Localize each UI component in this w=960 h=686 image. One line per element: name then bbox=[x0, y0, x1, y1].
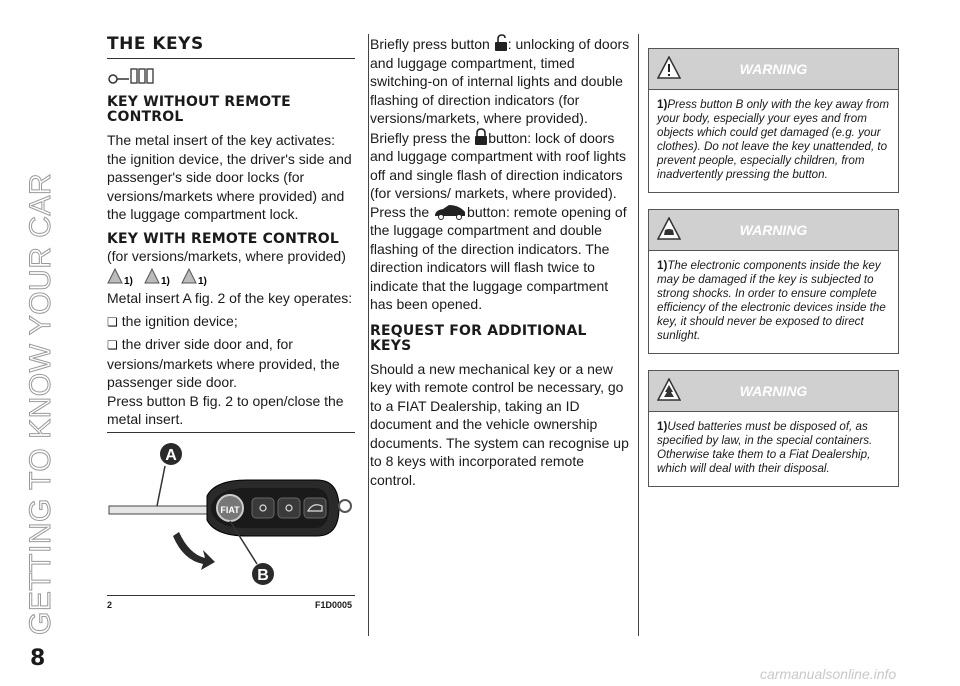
paragraph: Should a new mechanical key or a new key with remote control be necessary, go to a FIAT Dealership, taking an ID document and the vehicle ownership documents. The system can recognise up to 8 keys with incorporated remote control. bbox=[370, 360, 629, 488]
text: Press the bbox=[370, 203, 430, 220]
warning-text: Used batteries must be disposed of, as specified by law, in the special containers. Otherwise take them to a Fiat Dealership, which will deal with their disposal. bbox=[657, 420, 873, 475]
bullet-item: ❏ the ignition device; bbox=[107, 312, 355, 332]
column-divider bbox=[368, 34, 369, 636]
watermark: carmanualsonline.info bbox=[760, 666, 897, 682]
column-2 bbox=[370, 34, 632, 489]
svg-text:FIAT: FIAT bbox=[220, 505, 240, 515]
text: : unlocking of doors and luggage compartment, timed switching-on of internal lights and double flashing of direction indicators (for versions/markets, where provided). bbox=[370, 36, 630, 126]
lock-button bbox=[278, 498, 300, 518]
column-divider bbox=[638, 34, 639, 636]
text: Briefly press the bbox=[370, 129, 471, 146]
paragraph: Metal insert A fig. 2 of the key operates: bbox=[107, 290, 353, 306]
warning-body bbox=[649, 251, 898, 353]
paragraph bbox=[370, 34, 632, 128]
page-title: THE KEYS bbox=[107, 34, 355, 59]
warning-box bbox=[648, 209, 899, 354]
warning-ref: 1) bbox=[124, 276, 133, 287]
paragraph bbox=[370, 128, 632, 203]
figure-code: F1D0005 bbox=[315, 600, 353, 610]
subtitle: (for versions/markets, where provided) bbox=[107, 247, 346, 264]
trunk-button bbox=[304, 498, 326, 518]
warning-header bbox=[649, 210, 898, 251]
warning-title: WARNING bbox=[739, 61, 808, 77]
section-side-title-text: GETTING TO KNOW YOUR CAR bbox=[24, 172, 57, 635]
warning-ref: 1) bbox=[198, 276, 207, 287]
figure-label-b: B bbox=[257, 567, 269, 584]
warning-refs bbox=[107, 267, 355, 289]
paragraph: Press button B fig. 2 to open/close the metal insert. bbox=[107, 392, 344, 427]
key-ring bbox=[339, 500, 351, 512]
warning-ref: 1) bbox=[657, 420, 668, 433]
page-number: 8 bbox=[30, 646, 46, 671]
section-heading: KEY WITHOUT REMOTE CONTROL bbox=[107, 94, 291, 125]
paragraph: The metal insert of the key activates: the ignition device, the driver's side and passenger's side door locks (for versions/markets where provided) and the luggage compartment lock. bbox=[107, 132, 352, 222]
figure-label-a: A bbox=[165, 447, 177, 464]
unlock-button bbox=[252, 498, 274, 518]
warning-title: WARNING bbox=[739, 222, 808, 238]
text: button: remote opening of the luggage compartment and double flashing of the direction indicators. The direction indicators will flash twice to indicate that the luggage compartment has been opened. bbox=[370, 203, 627, 312]
metal-insert-blade bbox=[109, 506, 207, 514]
warning-header bbox=[649, 371, 898, 412]
warning-box bbox=[648, 370, 899, 487]
figure-bottom-rule bbox=[107, 595, 355, 596]
warning-ref: 1) bbox=[657, 98, 668, 111]
text: Briefly press button bbox=[370, 36, 490, 52]
key-figure bbox=[107, 436, 355, 594]
figure-top-rule bbox=[107, 432, 355, 433]
column-1 bbox=[107, 34, 355, 429]
figure-number: 2 bbox=[107, 600, 113, 610]
warning-body bbox=[649, 412, 898, 486]
warning-body bbox=[649, 90, 898, 192]
section-heading: REQUEST FOR ADDITIONAL KEYS bbox=[370, 322, 587, 354]
section-heading: KEY WITH REMOTE CONTROL bbox=[107, 230, 340, 247]
warning-header bbox=[649, 49, 898, 90]
lock-padlock-icon bbox=[474, 128, 488, 146]
warning-ref: 1) bbox=[657, 259, 668, 272]
paragraph bbox=[370, 203, 632, 314]
text: button: lock of doors and luggage compartment with roof lights off and single flash of direction indicators (for versions/ markets, where provided). bbox=[370, 129, 627, 201]
unlock-padlock-icon bbox=[494, 34, 508, 52]
rotation-arrow-icon bbox=[173, 532, 215, 570]
warning-box bbox=[648, 48, 899, 193]
warning-text: Press button B only with the key away from your body, especially your eyes and from objects which could get damaged (e.g. your clothes). Do not leave the key unattended, to prevent people, especially children, from inadvertently pressing the button. bbox=[657, 98, 889, 181]
warning-ref: 1) bbox=[161, 276, 170, 287]
warnings-column bbox=[648, 48, 899, 497]
section-side-title bbox=[12, 30, 62, 640]
warning-text: The electronic components inside the key may be damaged if the key is subjected to strong shocks. In order to ensure complete efficiency of the electronic devices inside the key, it should never be exposed to direct sunlight. bbox=[657, 259, 886, 342]
warning-title: WARNING bbox=[739, 383, 808, 399]
car-trunk-icon bbox=[433, 204, 467, 220]
key-symbol-icon bbox=[107, 65, 355, 91]
bullet-item: ❏ the driver side door and, for versions/markets where provided, the passenger side door. bbox=[107, 335, 355, 392]
